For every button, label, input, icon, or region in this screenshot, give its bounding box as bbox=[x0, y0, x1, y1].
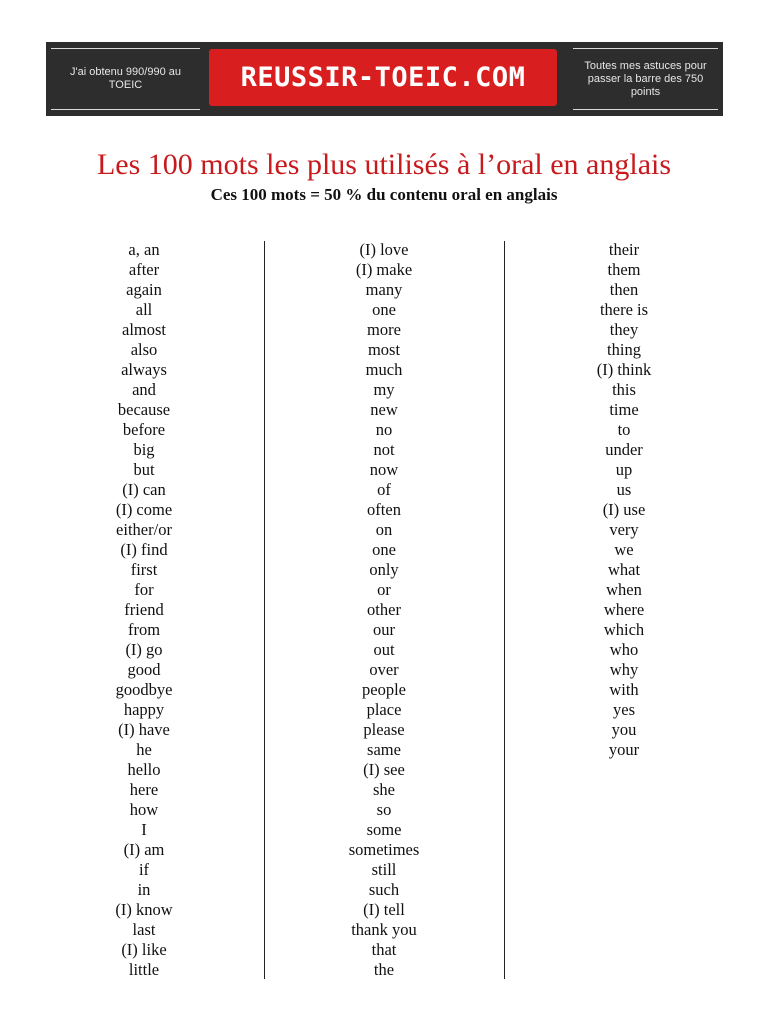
banner-right-text: Toutes mes astuces pour passer la barre des 750 points bbox=[584, 59, 707, 98]
word-item: who bbox=[609, 640, 639, 659]
word-item: up bbox=[615, 460, 633, 479]
word-item: which bbox=[603, 620, 645, 639]
word-item: there is bbox=[599, 300, 649, 319]
word-item: (I) go bbox=[125, 640, 163, 659]
word-item: or bbox=[377, 580, 391, 599]
word-item: hello bbox=[127, 760, 161, 779]
word-item: (I) know bbox=[115, 900, 173, 919]
word-item: when bbox=[606, 580, 642, 599]
word-item: very bbox=[609, 520, 639, 539]
word-item: only bbox=[369, 560, 399, 579]
word-column-2 bbox=[284, 240, 484, 980]
word-item: where bbox=[603, 600, 645, 619]
word-item: (I) think bbox=[596, 360, 652, 379]
word-item: because bbox=[117, 400, 171, 419]
word-item: we bbox=[614, 540, 634, 559]
word-item: they bbox=[609, 320, 639, 339]
word-item: always bbox=[121, 360, 167, 379]
word-item: place bbox=[366, 700, 402, 719]
page-subtitle: Ces 100 mots = 50 % du contenu oral en anglais bbox=[210, 185, 558, 204]
banner-left-panel bbox=[51, 48, 200, 110]
word-item: last bbox=[132, 920, 156, 939]
site-logo-text: REUSSIR-TOEIC.COM bbox=[240, 62, 526, 93]
word-item: here bbox=[129, 780, 159, 799]
word-item: one bbox=[372, 300, 396, 319]
word-item: new bbox=[370, 400, 398, 419]
word-item: goodbye bbox=[115, 680, 173, 699]
word-item: same bbox=[367, 740, 401, 759]
word-item: of bbox=[377, 480, 391, 499]
word-item: with bbox=[609, 680, 639, 699]
word-item: us bbox=[616, 480, 632, 499]
word-item: no bbox=[375, 420, 393, 439]
word-item: (I) come bbox=[115, 500, 173, 519]
word-item: why bbox=[609, 660, 639, 679]
word-item: often bbox=[367, 500, 401, 519]
word-item: yes bbox=[613, 700, 635, 719]
word-item: little bbox=[128, 960, 160, 979]
word-item: a, an bbox=[128, 240, 160, 259]
column-divider bbox=[264, 241, 265, 979]
word-item: one bbox=[372, 540, 396, 559]
word-item: under bbox=[605, 440, 643, 459]
word-item: and bbox=[132, 380, 156, 399]
word-item: I bbox=[141, 820, 147, 839]
word-item: people bbox=[362, 680, 406, 699]
word-item: much bbox=[365, 360, 403, 379]
word-item: how bbox=[129, 800, 159, 819]
word-item: either/or bbox=[116, 520, 172, 539]
word-item: what bbox=[607, 560, 641, 579]
word-item: first bbox=[130, 560, 158, 579]
word-item: not bbox=[373, 440, 395, 459]
word-item: now bbox=[369, 460, 399, 479]
word-item: this bbox=[612, 380, 636, 399]
word-column-3 bbox=[524, 240, 724, 760]
word-item: (I) can bbox=[122, 480, 166, 499]
word-item: again bbox=[126, 280, 162, 299]
word-item: your bbox=[608, 740, 640, 759]
word-item: all bbox=[135, 300, 153, 319]
word-item: most bbox=[367, 340, 401, 359]
word-item: other bbox=[367, 600, 401, 619]
word-item: good bbox=[127, 660, 161, 679]
word-item: (I) tell bbox=[363, 900, 405, 919]
word-item: the bbox=[373, 960, 395, 979]
word-item: sometimes bbox=[348, 840, 420, 859]
word-item: also bbox=[130, 340, 158, 359]
word-item: our bbox=[373, 620, 395, 639]
word-item: he bbox=[136, 740, 152, 759]
word-item: thing bbox=[607, 340, 641, 359]
word-item: their bbox=[608, 240, 640, 259]
word-item: almost bbox=[122, 320, 166, 339]
word-item: (I) see bbox=[363, 760, 405, 779]
word-item: over bbox=[369, 660, 399, 679]
word-item: but bbox=[133, 460, 155, 479]
page-title: Les 100 mots les plus utilisés à l’oral en anglais bbox=[96, 148, 672, 181]
word-item: in bbox=[137, 880, 151, 899]
word-item: then bbox=[609, 280, 639, 299]
word-item: still bbox=[371, 860, 397, 879]
word-item: such bbox=[368, 880, 400, 899]
word-item: big bbox=[133, 440, 155, 459]
word-item: friend bbox=[124, 600, 164, 619]
word-item: happy bbox=[123, 700, 165, 719]
word-item: time bbox=[609, 400, 639, 419]
word-item: she bbox=[373, 780, 395, 799]
word-item: some bbox=[366, 820, 402, 839]
word-item: thank you bbox=[351, 920, 417, 939]
word-item: many bbox=[365, 280, 403, 299]
word-item: so bbox=[376, 800, 392, 819]
banner-right-panel bbox=[573, 48, 718, 110]
word-item: before bbox=[122, 420, 166, 439]
word-item: (I) like bbox=[121, 940, 167, 959]
word-item: after bbox=[128, 260, 160, 279]
word-item: (I) love bbox=[359, 240, 409, 259]
word-item: for bbox=[134, 580, 154, 599]
word-item: from bbox=[127, 620, 161, 639]
word-item: (I) use bbox=[602, 500, 646, 519]
word-column-1 bbox=[44, 240, 244, 980]
banner-left-text: J'ai obtenu 990/990 au TOEIC bbox=[70, 66, 181, 91]
word-item: (I) am bbox=[123, 840, 165, 859]
word-item: please bbox=[363, 720, 405, 739]
word-item: to bbox=[617, 420, 631, 439]
word-item: my bbox=[373, 380, 395, 399]
word-item: that bbox=[371, 940, 397, 959]
word-item: them bbox=[607, 260, 641, 279]
site-logo[interactable] bbox=[209, 49, 557, 106]
header-banner bbox=[46, 42, 723, 116]
column-divider bbox=[504, 241, 505, 979]
word-item: if bbox=[138, 860, 150, 879]
word-item: (I) have bbox=[118, 720, 170, 739]
word-item: (I) make bbox=[355, 260, 413, 279]
word-item: more bbox=[367, 320, 401, 339]
word-item: (I) find bbox=[120, 540, 168, 559]
word-item: on bbox=[375, 520, 393, 539]
word-item: out bbox=[373, 640, 395, 659]
word-item: you bbox=[611, 720, 637, 739]
